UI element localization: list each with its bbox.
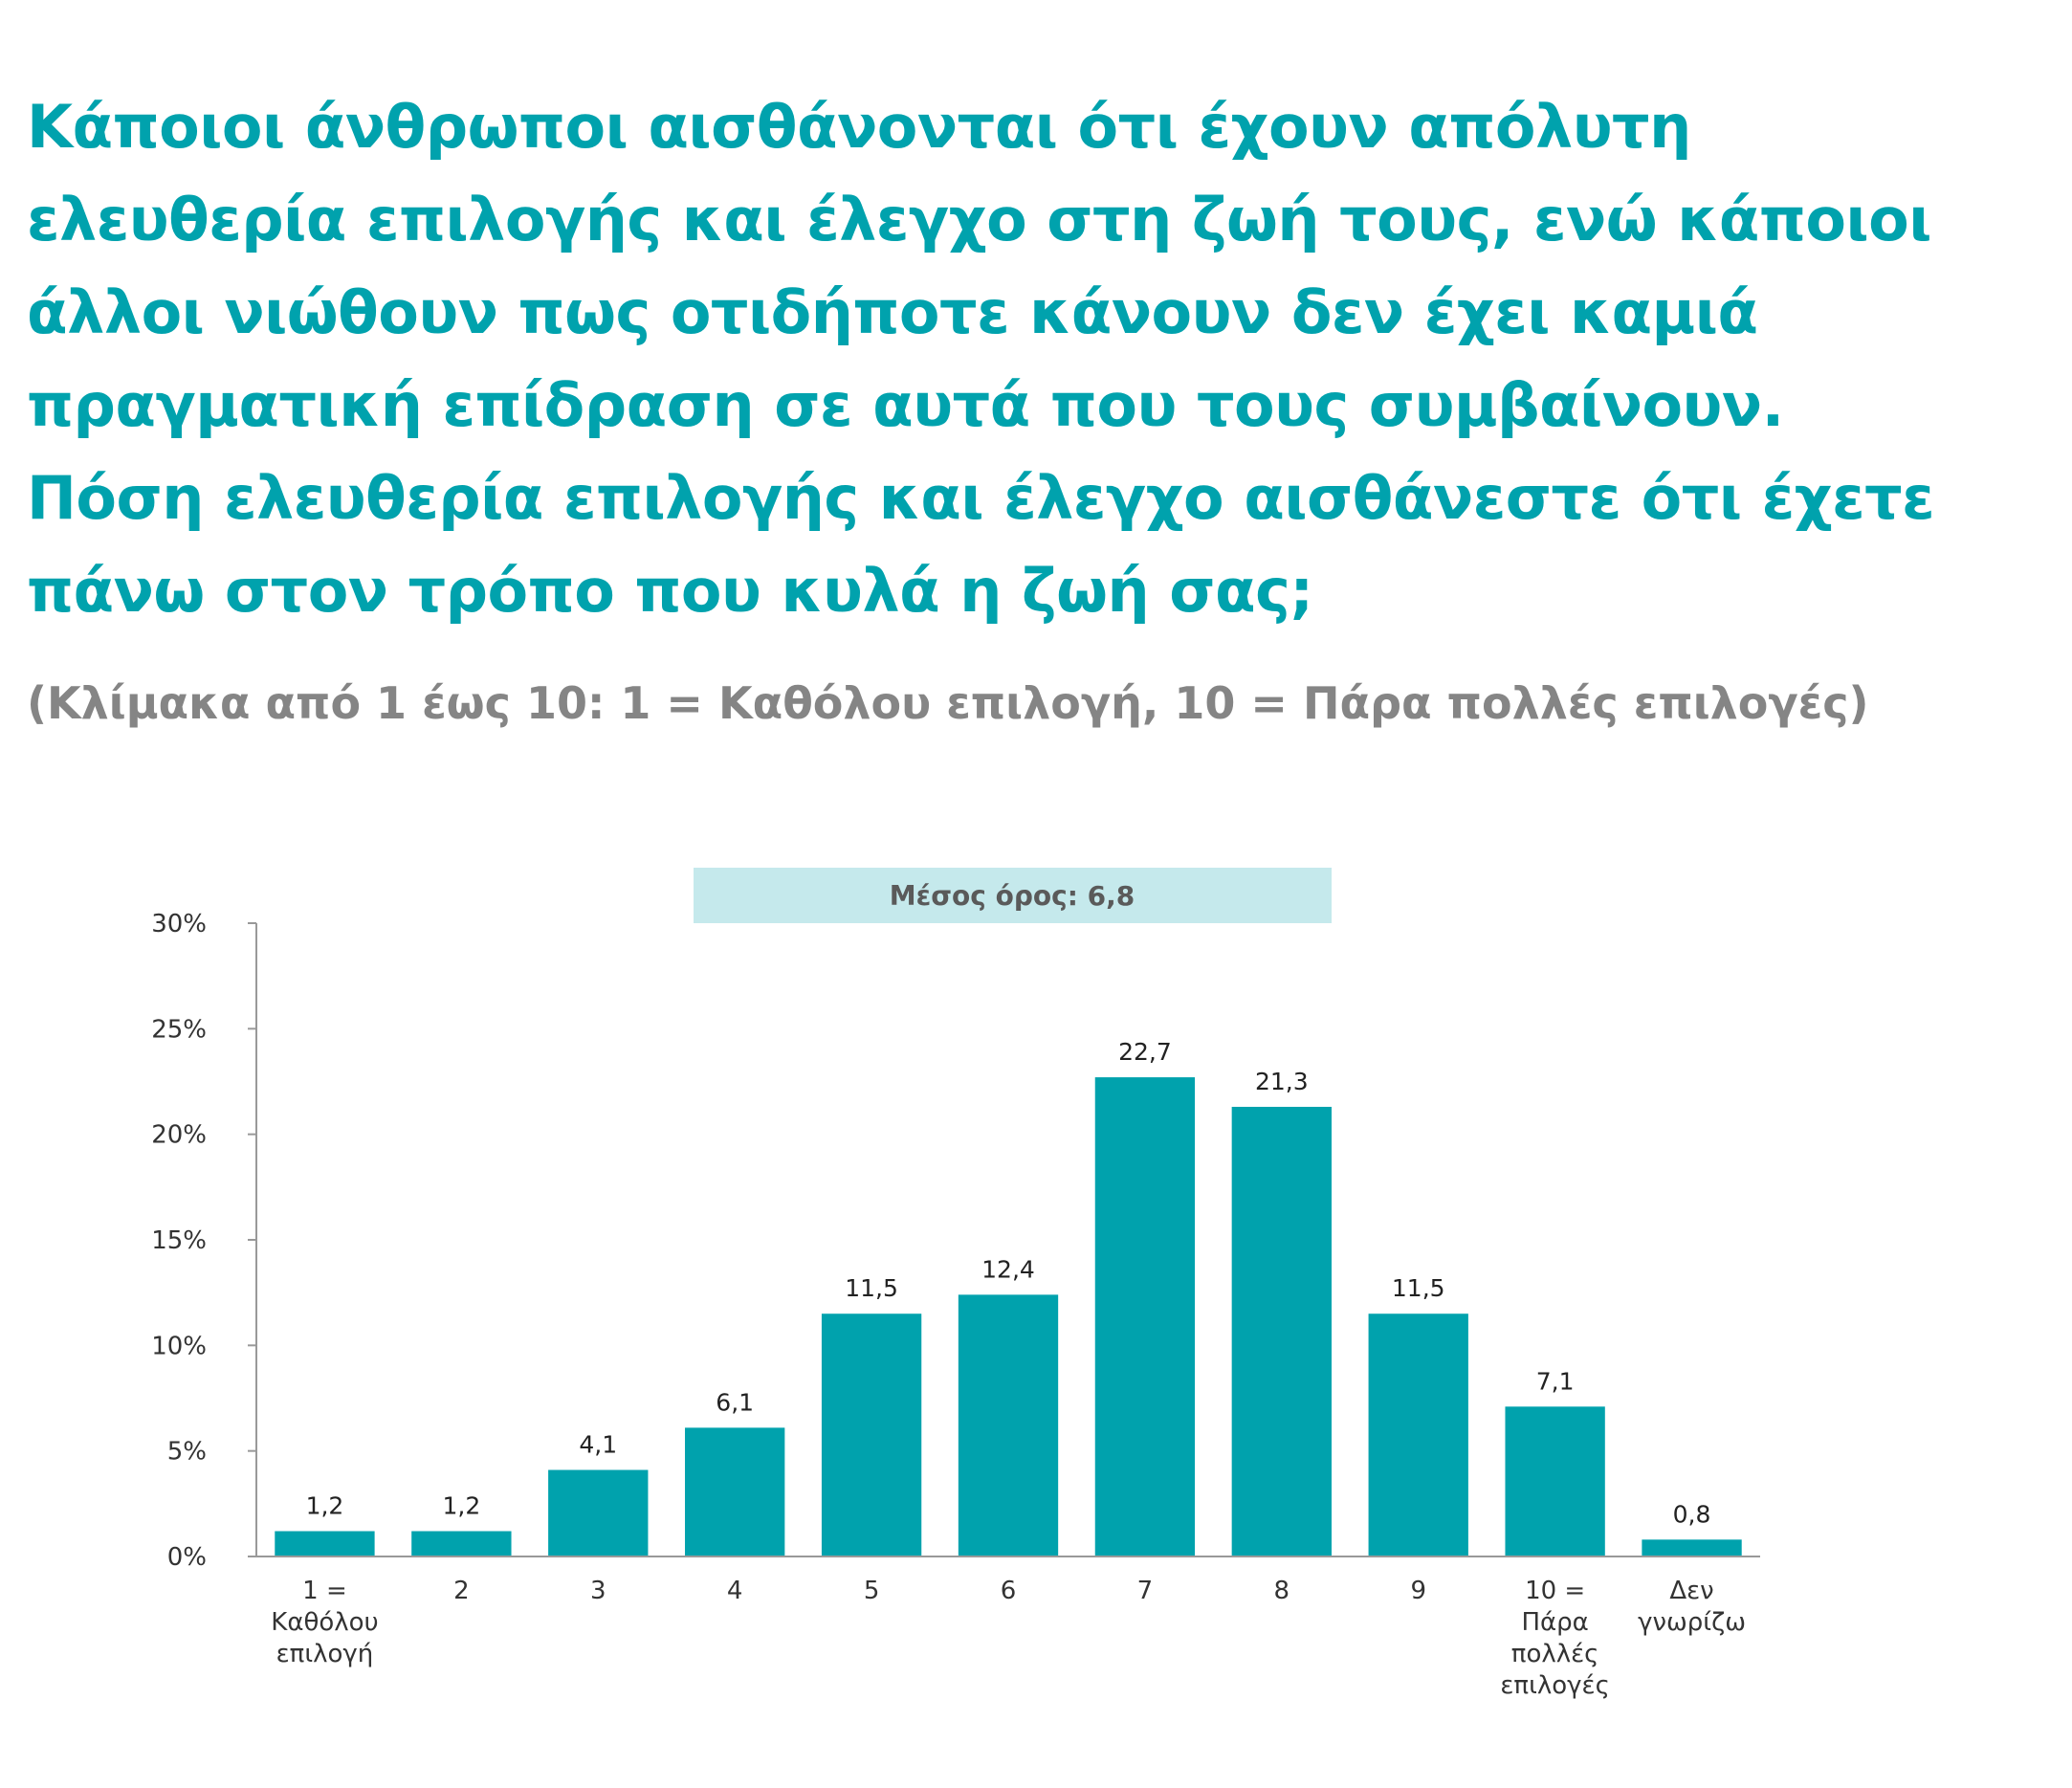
- chart-title: Κάποιοι άνθρωποι αισθάνονται ότι έχουν απόλυτη ελευθερία επιλογής και έλεγχο στη ζωή τους, ενώ κάποιοι άλλοι νιώθουν πως οτιδήποτε κάνουν δεν έχει καμιά πραγματική επίδραση σε αυτά που τους συμβαίνουν. Πόση ελευθερία επιλογής και έλεγχο αισθάνεστε ότι έχετε πάνω στον τρόπο που κυλά η ζωή σας;: [27, 92, 1935, 626]
- bar: [822, 1313, 921, 1556]
- chart-subtitle: (Κλίμακα από 1 έως 10: 1 = Καθόλου επιλογή, 10 = Πάρα πολλές επιλογές): [27, 677, 1869, 729]
- x-tick-label: 10 = Πάρα πολλές επιλογές: [1500, 1577, 1610, 1700]
- average-banner: [694, 868, 1332, 923]
- bar-value-label: 4,1: [579, 1430, 618, 1459]
- x-tick-label: Δεν γνωρίζω: [1638, 1577, 1746, 1637]
- x-axis: [256, 1556, 1760, 1700]
- bar: [685, 1427, 784, 1556]
- y-tick-label: 0%: [166, 1543, 207, 1572]
- y-axis: [151, 910, 256, 1572]
- bar: [411, 1532, 511, 1556]
- bar: [275, 1532, 374, 1556]
- bar-value-label: 7,1: [1535, 1367, 1575, 1396]
- y-tick-label: 10%: [151, 1332, 207, 1361]
- x-tick-label: 1 = Καθόλου επιλογή: [271, 1577, 379, 1668]
- x-tick-label: 2: [453, 1577, 470, 1605]
- x-tick-label: 3: [589, 1577, 606, 1605]
- x-tick-label: 9: [1410, 1577, 1427, 1605]
- bar: [1369, 1313, 1468, 1556]
- bar: [959, 1294, 1058, 1556]
- bar: [1505, 1406, 1604, 1556]
- bar-value-label: 21,3: [1254, 1067, 1309, 1095]
- bars: [275, 1038, 1741, 1556]
- bar-value-label: 11,5: [845, 1274, 898, 1303]
- bar-value-label: 22,7: [1118, 1038, 1172, 1067]
- bar-chart: [0, 823, 2072, 1779]
- bar-value-label: 12,4: [981, 1255, 1035, 1284]
- bar-value-label: 0,8: [1672, 1500, 1711, 1529]
- x-tick-label: 4: [726, 1577, 743, 1605]
- bar-value-label: 11,5: [1391, 1274, 1445, 1303]
- bar: [1232, 1107, 1332, 1556]
- bar-value-label: 6,1: [716, 1388, 755, 1417]
- x-tick-label: 7: [1136, 1577, 1154, 1605]
- average-label: Μέσος όρος: 6,8: [889, 880, 1135, 912]
- y-tick-label: 30%: [151, 910, 207, 938]
- bar: [1095, 1077, 1195, 1556]
- y-tick-label: 15%: [151, 1226, 207, 1255]
- bar: [1642, 1539, 1741, 1556]
- x-tick-label: 6: [1000, 1577, 1017, 1605]
- y-tick-label: 20%: [151, 1120, 207, 1150]
- bar-value-label: 1,2: [442, 1491, 481, 1520]
- bar: [548, 1470, 648, 1556]
- x-tick-label: 5: [863, 1577, 880, 1605]
- bar-value-label: 1,2: [305, 1491, 344, 1520]
- y-tick-label: 25%: [151, 1015, 207, 1045]
- x-tick-label: 8: [1273, 1577, 1290, 1605]
- y-tick-label: 5%: [166, 1437, 207, 1467]
